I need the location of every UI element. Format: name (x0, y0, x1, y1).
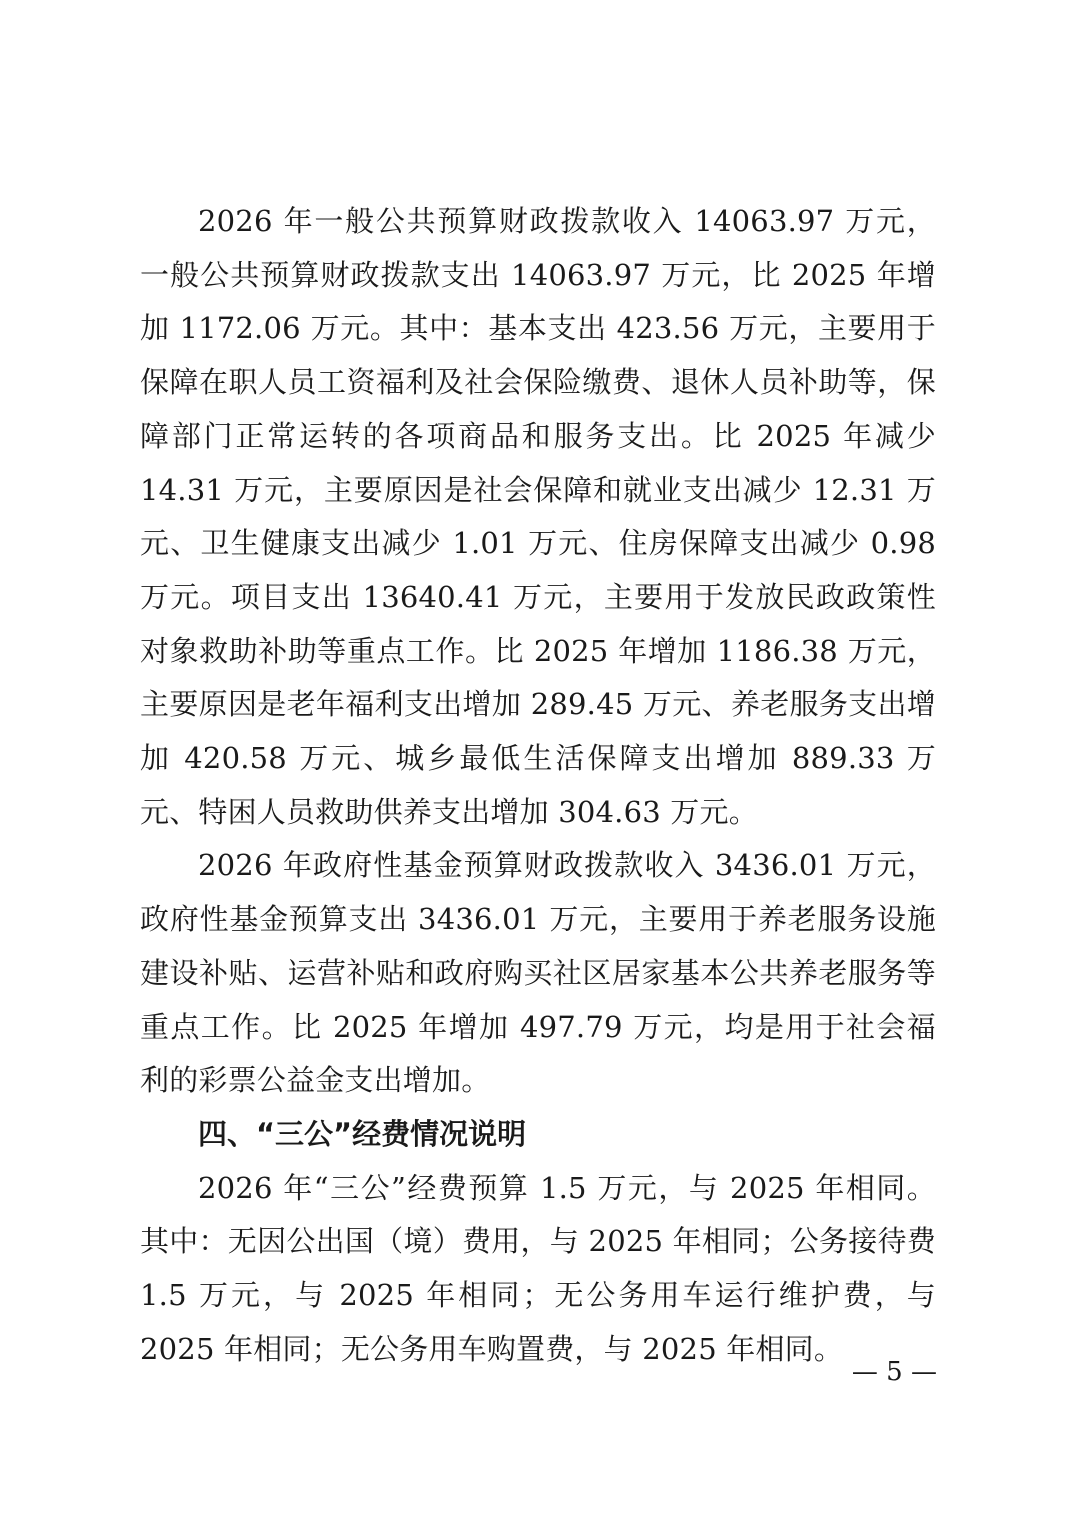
paragraph-government-fund: 2026 年政府性基金预算财政拨款收入 3436.01 万元，政府性基金预算支出 3436.01 万元，主要用于养老服务设施建设补贴、运营补贴和政府购买社区居家基本公共养老服务等重点工作。比 2025 年增加 497.79 万元，均是用于社会福利的彩票公益金支出增加。 (140, 848, 936, 1098)
section-heading-three-public: 四、“三公”经费情况说明 (198, 1116, 527, 1151)
paragraph-general-budget: 2026 年一般公共预算财政拨款收入 14063.97 万元，一般公共预算财政拨款支出 14063.97 万元，比 2025 年增加 1172.06 万元。其中：基本支出 423.56 万元，主要用于保障在职人员工资福利及社会保险缴费、退休人员补助等，保障部门正常运转的各项商品和服务支出。比 2025 年减少 14.31 万元，主要原因是社会保障和就业支出减少 12.31 万元、卫生健康支出减少 1.01 万元、住房保障支出减少 0.98 万元。项目支出 13640.41 万元，主要用于发放民政政策性对象救助补助等重点工作。比 2025 年增加 1186.38 万元，主要原因是老年福利支出增加 289.45 万元、养老服务支出增加 420.58 万元、城乡最低生活保障支出增加 889.33 万元、特困人员救助供养支出增加 304.63 万元。 (140, 204, 936, 829)
page-number: — 5 — (851, 1357, 937, 1387)
paragraph-three-public-expenses: 2026 年“三公”经费预算 1.5 万元，与 2025 年相同。其中：无因公出国（境）费用，与 2025 年相同；公务接待费 1.5 万元，与 2025 年相同；无公务用车运行维护费，与 2025 年相同；无公务用车购置费，与 2025 年相同。 (140, 1170, 936, 1366)
document-body (140, 195, 936, 1376)
